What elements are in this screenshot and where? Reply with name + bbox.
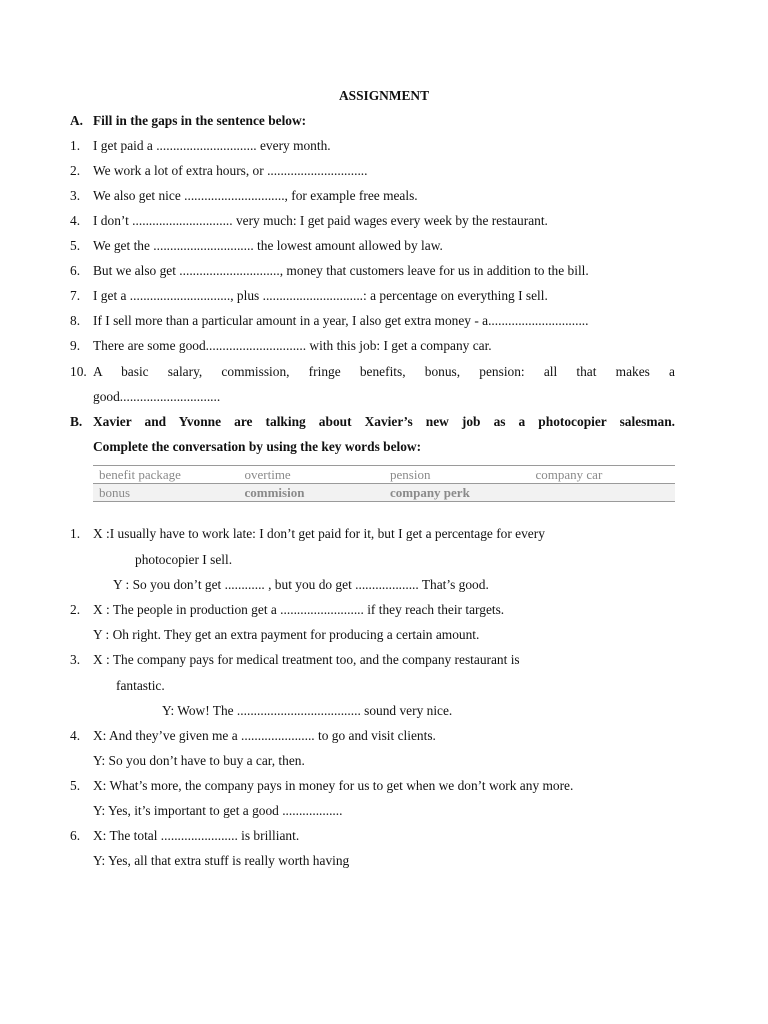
keyword-row: [93, 484, 675, 502]
b-item-number: 6.: [70, 828, 81, 843]
a-item-text-continued: good..............................: [93, 389, 221, 404]
b-yvonne-line: Y : Oh right. They get an extra payment for producing a certain amount.: [93, 627, 480, 642]
b-xavier-line: X : The people in production get a ......................... if they reach their targets.: [93, 602, 505, 617]
a-item-text: A basic salary, commission, fringe benefits, bonus, pension: all that makes a: [93, 364, 675, 379]
b-yvonne-line: Y: Yes, all that extra stuff is really worth having: [93, 853, 350, 868]
section-a-heading: Fill in the gaps in the sentence below:: [93, 113, 307, 128]
a-item-text: There are some good.............................. with this job: I get a company car.: [93, 338, 492, 353]
a-item-text: We also get nice .............................., for example free meals.: [93, 188, 418, 203]
section-b-letter: B.: [70, 414, 83, 429]
a-item-text: We get the .............................. the lowest amount allowed by law.: [93, 238, 443, 253]
b-item-number: 5.: [70, 778, 81, 793]
section-b-instruction: Complete the conversation by using the key words below:: [93, 439, 422, 454]
keyword-cell: [530, 484, 676, 502]
b-yvonne-line: Y : So you don’t get ............ , but you do get ................... That’s good.: [113, 577, 489, 592]
keyword-cell: company perk: [384, 484, 530, 502]
b-xavier-line-continued: fantastic.: [116, 678, 165, 693]
keyword-row: [93, 466, 675, 484]
b-item-number: 3.: [70, 652, 81, 667]
a-item-text: We work a lot of extra hours, or ..............................: [93, 163, 368, 178]
b-xavier-line: X : The company pays for medical treatment too, and the company restaurant is: [93, 652, 520, 667]
keyword-cell: benefit package: [93, 466, 239, 484]
a-item-text: But we also get .............................., money that customers leave for us in addition to the bill.: [93, 263, 589, 278]
a-item-number: 1.: [70, 138, 81, 153]
a-item-text: If I sell more than a particular amount in a year, I also get extra money - a..............................: [93, 313, 589, 328]
b-yvonne-line: Y: So you don’t have to buy a car, then.: [93, 753, 305, 768]
a-item-number: 5.: [70, 238, 81, 253]
keyword-cell: company car: [530, 466, 676, 484]
b-xavier-line: X: The total ....................... is brilliant.: [93, 828, 300, 843]
b-item-number: 4.: [70, 728, 81, 743]
a-item-text: I don’t .............................. very much: I get paid wages every week by the restaurant.: [93, 213, 548, 228]
a-item-text: I get paid a .............................. every month.: [93, 138, 331, 153]
section-a-letter: A.: [70, 113, 84, 128]
keyword-table: [93, 465, 675, 502]
a-item-number: 10.: [70, 364, 87, 379]
a-item-number: 9.: [70, 338, 81, 353]
b-item-number: 2.: [70, 602, 81, 617]
a-item-number: 3.: [70, 188, 81, 203]
page-title: ASSIGNMENT: [338, 88, 430, 103]
b-yvonne-line: Y: Yes, it’s important to get a good ..................: [93, 803, 343, 818]
b-xavier-line: X :I usually have to work late: I don’t get paid for it, but I get a percentage for every: [93, 526, 545, 541]
section-b-heading: Xavier and Yvonne are talking about Xavier’s new job as a photocopier salesman.: [93, 414, 675, 429]
a-item-text: I get a .............................., plus ..............................: a percentage on everything I sell.: [93, 288, 548, 303]
a-item-number: 7.: [70, 288, 81, 303]
b-xavier-line: X: What’s more, the company pays in money for us to get when we don’t work any more.: [93, 778, 574, 793]
a-item-number: 6.: [70, 263, 81, 278]
b-yvonne-line: Y: Wow! The ..................................... sound very nice.: [162, 703, 453, 718]
keyword-cell: commision: [239, 484, 385, 502]
keyword-cell: overtime: [239, 466, 385, 484]
a-item-number: 8.: [70, 313, 81, 328]
keyword-cell: bonus: [93, 484, 239, 502]
b-xavier-line-continued: photocopier I sell.: [135, 552, 233, 567]
keyword-cell: pension: [384, 466, 530, 484]
b-item-number: 1.: [70, 526, 81, 541]
b-xavier-line: X: And they’ve given me a ...................... to go and visit clients.: [93, 728, 436, 743]
a-item-number: 4.: [70, 213, 81, 228]
a-item-number: 2.: [70, 163, 81, 178]
